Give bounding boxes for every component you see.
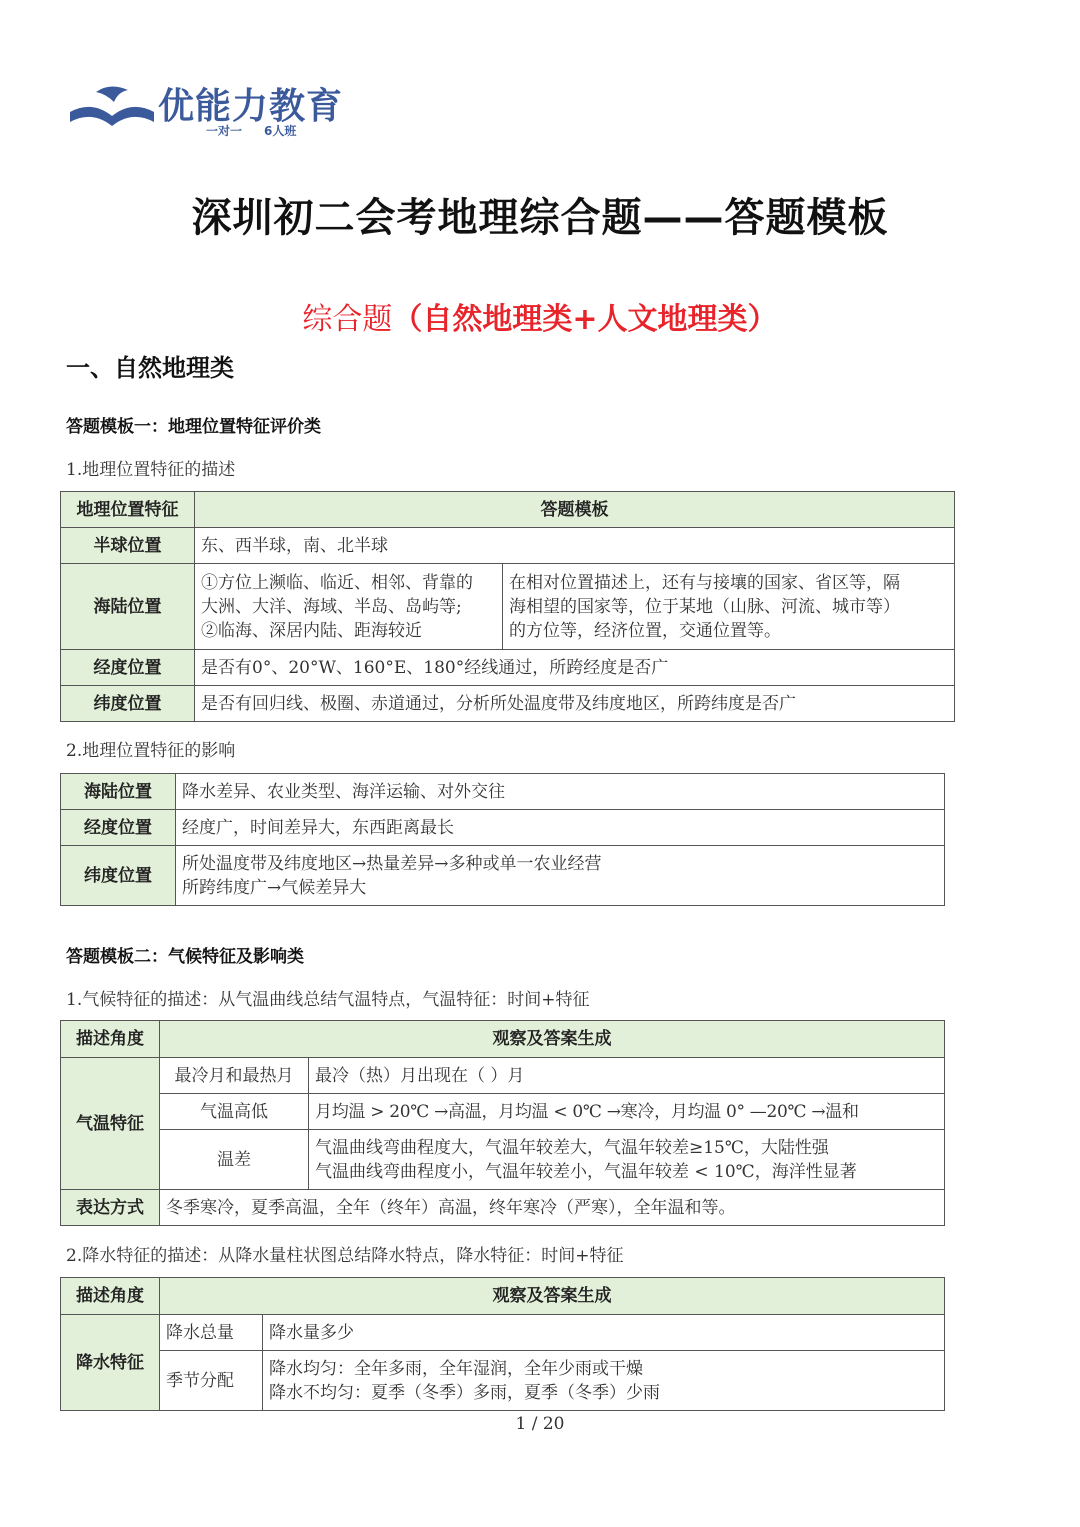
template2-heading: 答题模板二：气候特征及影响类 bbox=[66, 947, 304, 967]
row-text: 冬季寒冷，夏季高温，全年（终年）高温，终年寒冷（严寒），全年温和等。 bbox=[160, 1190, 945, 1226]
brand-name: 优能力教育 bbox=[158, 86, 344, 127]
temperature-table bbox=[60, 1020, 945, 1226]
row-text: 最冷（热）月出现在（ ）月 bbox=[309, 1058, 945, 1094]
cell-line: 降水均匀：全年多雨，全年湿润，全年少雨或干燥 bbox=[269, 1358, 643, 1379]
cell-line: 在相对位置描述上，还有与接壤的国家、省区等，隔 bbox=[509, 572, 900, 593]
template1-heading: 答题模板一：地理位置特征评价类 bbox=[66, 417, 321, 437]
row-text bbox=[263, 1351, 945, 1411]
table-header: 描述角度 bbox=[61, 1021, 160, 1058]
table-header: 答题模板 bbox=[195, 492, 955, 528]
row-label: 纬度位置 bbox=[61, 846, 176, 906]
subtitle-rest: （自然地理类+人文地理类） bbox=[392, 302, 778, 337]
cell-line: 大洲、大洋、海域、半岛、岛屿等; bbox=[201, 596, 462, 617]
row-text: 降水量多少 bbox=[263, 1315, 945, 1351]
table-header: 观察及答案生成 bbox=[160, 1278, 945, 1315]
cell-line: ②临海、深居内陆、距海较近 bbox=[201, 620, 422, 641]
table-header: 描述角度 bbox=[61, 1278, 160, 1315]
row-text: 经度广，时间差异大，东西距离最长 bbox=[176, 810, 945, 846]
row-label: 季节分配 bbox=[160, 1351, 263, 1411]
row-text: 降水差异、农业类型、海洋运输、对外交往 bbox=[176, 774, 945, 810]
page-number: 1 / 20 bbox=[515, 1414, 565, 1434]
template1-sub2: 2.地理位置特征的影响 bbox=[66, 741, 236, 761]
sea-land-right-cell bbox=[503, 564, 955, 650]
row-label: 表达方式 bbox=[61, 1190, 160, 1226]
row-text bbox=[309, 1130, 945, 1190]
group-label: 降水特征 bbox=[61, 1315, 160, 1411]
row-label: 海陆位置 bbox=[61, 564, 195, 650]
template2-sub1: 1.气候特征的描述：从气温曲线总结气温特点，气温特征：时间+特征 bbox=[66, 990, 590, 1010]
cell-line: 的方位等，经济位置，交通位置等。 bbox=[509, 620, 781, 641]
row-text: 是否有0°、20°W、160°E、180°经线通过，所跨经度是否广 bbox=[195, 650, 955, 686]
table-header: 观察及答案生成 bbox=[160, 1021, 945, 1058]
template1-sub1: 1.地理位置特征的描述 bbox=[66, 460, 236, 480]
slogan-right: 6人班 bbox=[264, 124, 297, 138]
row-label: 纬度位置 bbox=[61, 686, 195, 722]
cell-line: ①方位上濒临、临近、相邻、背靠的 bbox=[201, 572, 473, 593]
brand-logo bbox=[66, 78, 356, 144]
row-text: 东、西半球，南、北半球 bbox=[195, 528, 955, 564]
cell-line: 所跨纬度广→气候差异大 bbox=[182, 877, 367, 898]
row-label: 降水总量 bbox=[160, 1315, 263, 1351]
cell-line: 气温曲线弯曲程度小，气温年较差小，气温年较差 < 10℃，海洋性显著 bbox=[315, 1161, 857, 1182]
location-description-table bbox=[60, 491, 955, 722]
row-text bbox=[176, 846, 945, 906]
table-header: 地理位置特征 bbox=[61, 492, 195, 528]
cell-line: 气温曲线弯曲程度大，气温年较差大，气温年较差≥15℃，大陆性强 bbox=[315, 1137, 829, 1158]
row-text: 月均温 > 20℃ →高温，月均温 < 0℃ →寒冷，月均温 0° —20℃ →温和 bbox=[309, 1094, 945, 1130]
row-label: 海陆位置 bbox=[61, 774, 176, 810]
book-bird-logo-icon bbox=[66, 82, 158, 142]
row-label: 半球位置 bbox=[61, 528, 195, 564]
row-label: 经度位置 bbox=[61, 650, 195, 686]
section-heading: 一、自然地理类 bbox=[66, 354, 234, 382]
row-text: 是否有回归线、极圈、赤道通过，分析所处温度带及纬度地区，所跨纬度是否广 bbox=[195, 686, 955, 722]
subtitle-prefix: 综合题 bbox=[302, 302, 393, 337]
cell-line: 降水不均匀：夏季（冬季）多雨，夏季（冬季）少雨 bbox=[269, 1382, 660, 1403]
template2-sub2: 2.降水特征的描述：从降水量柱状图总结降水特点，降水特征：时间+特征 bbox=[66, 1246, 624, 1266]
cell-line: 所处温度带及纬度地区→热量差异→多种或单一农业经营 bbox=[182, 853, 602, 874]
precipitation-table bbox=[60, 1277, 945, 1411]
location-impact-table bbox=[60, 773, 945, 906]
brand-slogan bbox=[206, 122, 318, 139]
row-label: 经度位置 bbox=[61, 810, 176, 846]
page-title: 深圳初二会考地理综合题——答题模板 bbox=[191, 195, 889, 241]
slogan-left: 一对一 bbox=[206, 124, 243, 138]
row-label: 温差 bbox=[160, 1130, 309, 1190]
row-label: 最冷月和最热月 bbox=[160, 1058, 309, 1094]
page-subtitle bbox=[0, 294, 1080, 338]
row-label: 气温高低 bbox=[160, 1094, 309, 1130]
sea-land-left-cell bbox=[195, 564, 503, 650]
group-label: 气温特征 bbox=[61, 1058, 160, 1190]
cell-line: 海相望的国家等，位于某地（山脉、河流、城市等） bbox=[509, 596, 900, 617]
